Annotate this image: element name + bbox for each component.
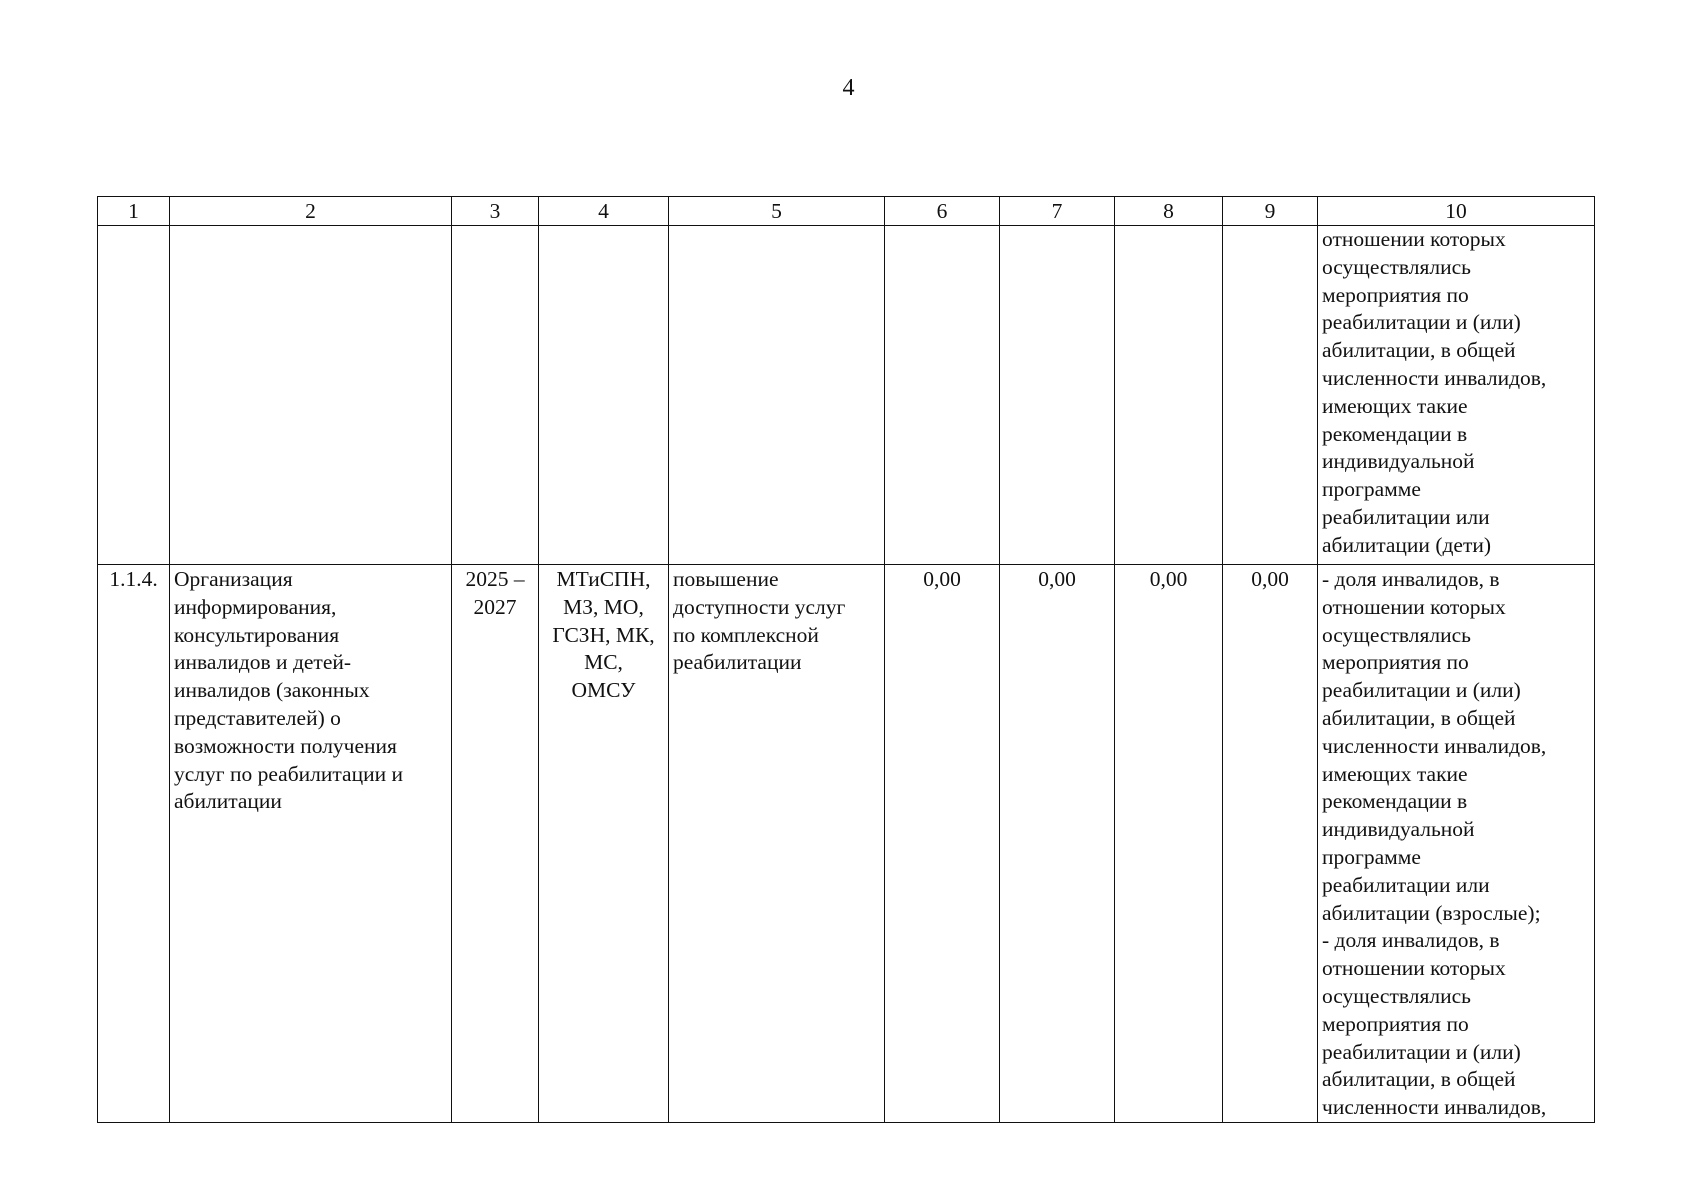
result-line: по комплексной (673, 622, 819, 647)
indicator-line: мероприятия по (1322, 1011, 1469, 1036)
indicator-line: реабилитации и (или) (1322, 1039, 1521, 1064)
result-line: реабилитации (673, 650, 802, 675)
continued-indicator-line: реабилитации и (или) (1322, 310, 1521, 335)
continued-cell-8 (1115, 226, 1223, 565)
indicator-line: рекомендации в (1322, 789, 1468, 814)
executors-line: ГСЗН, МК, (552, 622, 655, 647)
indicator-line: осуществлялись (1322, 622, 1471, 647)
indicator-line: - доля инвалидов, в (1322, 567, 1500, 591)
result-line: повышение (673, 567, 779, 591)
continued-cell-4 (539, 226, 669, 565)
header-col-6: 6 (885, 197, 1000, 226)
value-col-7: 0,00 (1000, 565, 1115, 1123)
page-number: 4 (842, 75, 855, 101)
measure-name-line: информирования, (174, 594, 337, 619)
executors-cell (539, 565, 669, 1123)
period-line: 2027 (473, 594, 517, 619)
value-col-8: 0,00 (1115, 565, 1223, 1123)
period-line: 2025 – (465, 567, 525, 591)
executors-line: МТиСПН, (556, 567, 651, 591)
header-col-8: 8 (1115, 197, 1223, 226)
indicator-line: программе (1322, 844, 1421, 869)
indicator-line: численности инвалидов, (1322, 733, 1547, 758)
indicator-line: численности инвалидов, (1322, 1095, 1547, 1120)
period-cell (452, 565, 539, 1123)
header-col-3: 3 (452, 197, 539, 226)
continued-indicator-line: программе (1322, 477, 1421, 502)
value-col-6: 0,00 (885, 565, 1000, 1123)
header-row (98, 197, 1595, 226)
result-line: доступности услуг (673, 594, 846, 619)
measure-name-line: возможности получения (174, 733, 397, 758)
executors-line: МС, (584, 650, 623, 675)
continued-cell-7 (1000, 226, 1115, 565)
continued-indicator-line: имеющих такие (1322, 393, 1468, 418)
table-row-1-1-4 (98, 565, 1595, 1123)
indicator-line: реабилитации или (1322, 872, 1490, 897)
measure-name-line: консультирования (174, 622, 340, 647)
header-col-4: 4 (539, 197, 669, 226)
indicator-line: реабилитации и (или) (1322, 678, 1521, 703)
header-col-2: 2 (170, 197, 452, 226)
continued-cell-2 (170, 226, 452, 565)
header-col-5: 5 (669, 197, 885, 226)
header-col-10: 10 (1318, 197, 1595, 226)
indicator-line: мероприятия по (1322, 650, 1469, 675)
indicator-line: абилитации, в общей (1322, 1067, 1516, 1092)
continued-indicator-line: абилитации (дети) (1322, 532, 1492, 557)
measure-name-cell (170, 565, 452, 1123)
continued-indicator-line: мероприятия по (1322, 282, 1469, 307)
header-col-9: 9 (1223, 197, 1318, 226)
indicator-cell (1318, 565, 1595, 1123)
indicator-line: индивидуальной (1322, 817, 1475, 842)
indicator-line: - доля инвалидов, в (1322, 928, 1500, 953)
continued-indicator-line: отношении которых (1322, 227, 1506, 251)
header-col-1: 1 (98, 197, 170, 226)
program-table (97, 196, 1595, 1123)
measure-name-line: инвалидов и детей- (174, 650, 352, 675)
continued-indicator-line: реабилитации или (1322, 504, 1490, 529)
value-col-9: 0,00 (1223, 565, 1318, 1123)
continued-indicator-line: рекомендации в (1322, 421, 1468, 446)
continued-cell-3 (452, 226, 539, 565)
measure-name-line: услуг по реабилитации и (174, 761, 403, 786)
indicator-line: отношении которых (1322, 594, 1506, 619)
indicator-line: имеющих такие (1322, 761, 1468, 786)
header-col-7: 7 (1000, 197, 1115, 226)
continued-cell-9 (1223, 226, 1318, 565)
continued-indicator-line: индивидуальной (1322, 449, 1475, 474)
table-row-continued (98, 226, 1595, 565)
result-cell (669, 565, 885, 1123)
measure-name-line: абилитации (174, 789, 282, 814)
continued-indicator-line: численности инвалидов, (1322, 365, 1547, 390)
continued-cell-6 (885, 226, 1000, 565)
continued-cell-1 (98, 226, 170, 565)
indicator-line: осуществлялись (1322, 983, 1471, 1008)
executors-line: ОМСУ (571, 678, 636, 703)
indicator-line: абилитации, в общей (1322, 705, 1516, 730)
executors-line: МЗ, МО, (563, 594, 644, 619)
measure-name-line: Организация (174, 567, 293, 591)
continued-indicator-line: осуществлялись (1322, 254, 1471, 279)
indicator-line: абилитации (взрослые); (1322, 900, 1541, 925)
indicator-line: отношении которых (1322, 956, 1506, 981)
continued-cell-5 (669, 226, 885, 565)
measure-name-line: инвалидов (законных (174, 678, 370, 703)
measure-name-line: представителей) о (174, 705, 341, 730)
row-number: 1.1.4. (98, 565, 170, 1123)
continued-indicator-line: абилитации, в общей (1322, 338, 1516, 363)
continued-indicator-cell (1318, 226, 1595, 565)
